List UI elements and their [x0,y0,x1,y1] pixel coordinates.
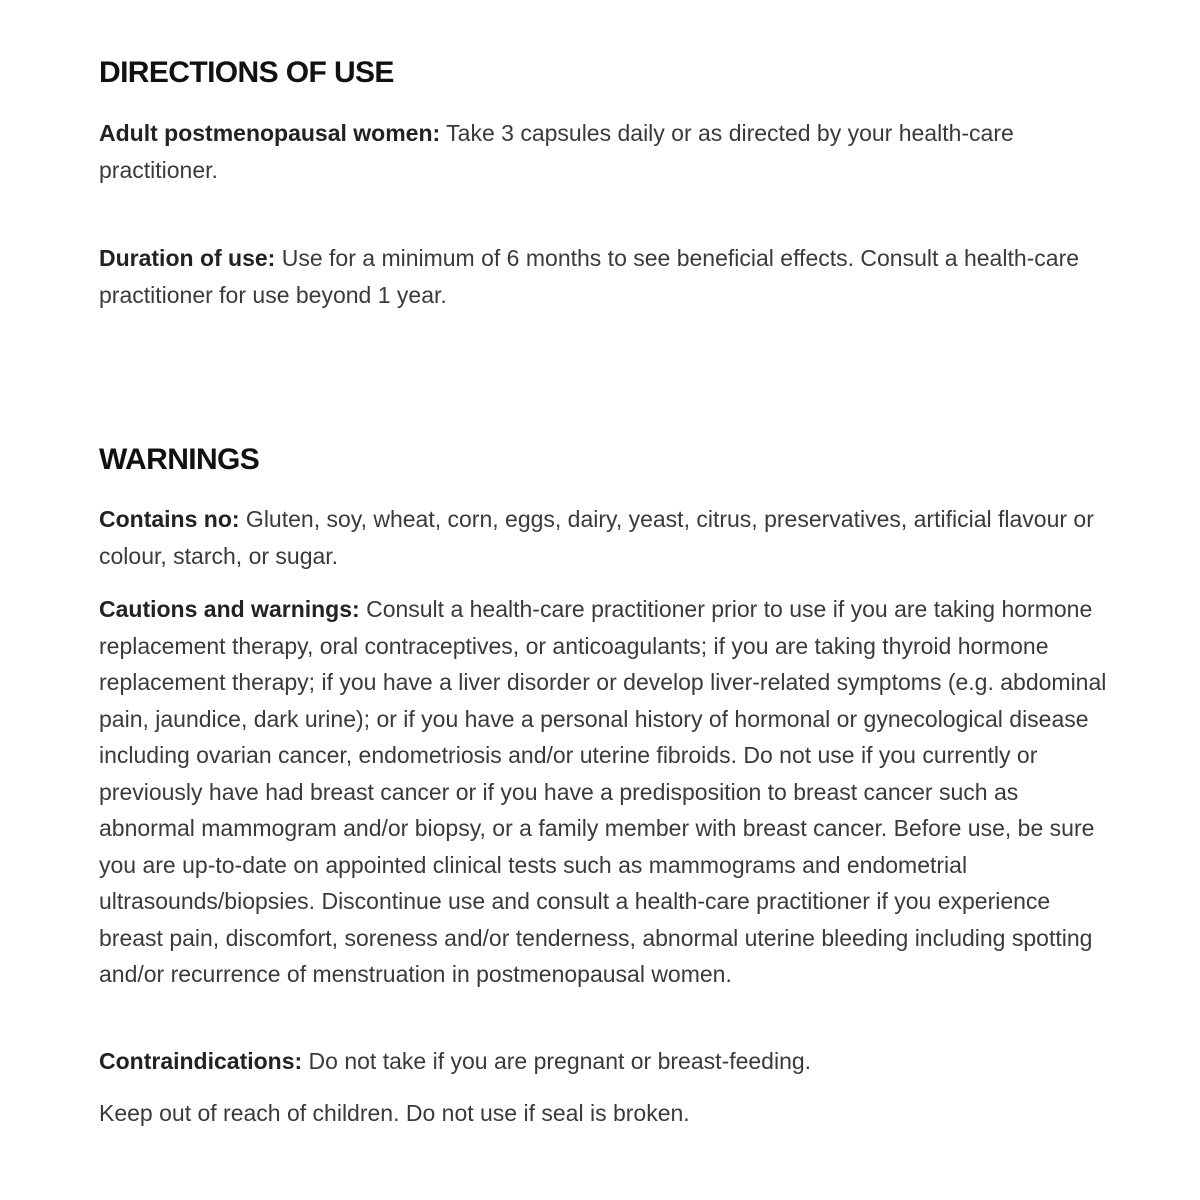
adult-dosage-label: Adult postmenopausal women: [99,120,441,146]
duration-text: Use for a minimum of 6 months to see beneficial effects. Consult a health-care practitioner for use beyond 1 year. [99,245,1080,308]
cautions-label: Cautions and warnings: [99,596,360,622]
contraindications-paragraph [99,1043,1114,1080]
contains-text: Gluten, soy, wheat, corn, eggs, dairy, yeast, citrus, preservatives, artificial flavour or colour, starch, or sugar. [99,506,1094,569]
adult-dosage-paragraph [99,115,1114,188]
contains-label: Contains no: [99,506,240,532]
cautions-text: Consult a health-care practitioner prior to use if you are taking hormone replacement therapy, oral contraceptives, or anticoagulants; if you are taking thyroid hormone replacement therapy; if you have a liver disorder or develop liver-related symptoms (e.g. abdominal pain, jaundice, dark urine); or if you have a personal history of hormonal or gynecological disease including ovarian cancer, endometriosis and/or uterine fibroids. Do not use if you currently or previously have had breast cancer or if you have a predisposition to breast cancer such as abnormal mammogram and/or biopsy, or a family member with breast cancer. Before use, be sure you are up-to-date on appointed clinical tests such as mammograms and endometrial ultrasounds/biopsies. Discontinue use and consult a health-care practitioner if you experience breast pain, discomfort, soreness and/or tenderness, abnormal uterine bleeding including spotting and/or recurrence of menstruation in postmenopausal women. [99,596,1107,987]
directions-heading: DIRECTIONS OF USE [99,56,394,89]
cautions-paragraph [99,591,1114,993]
duration-label: Duration of use: [99,245,276,271]
keep-out-paragraph: Keep out of reach of children. Do not use if seal is broken. [99,1100,690,1126]
contraindications-text: Do not take if you are pregnant or breast-feeding. [302,1048,812,1074]
contraindications-label: Contraindications: [99,1048,303,1074]
adult-dosage-text: Take 3 capsules daily or as directed by your health-care practitioner. [99,120,1014,183]
warnings-heading: WARNINGS [99,443,260,476]
duration-paragraph [99,240,1114,313]
contains-paragraph [99,501,1114,574]
